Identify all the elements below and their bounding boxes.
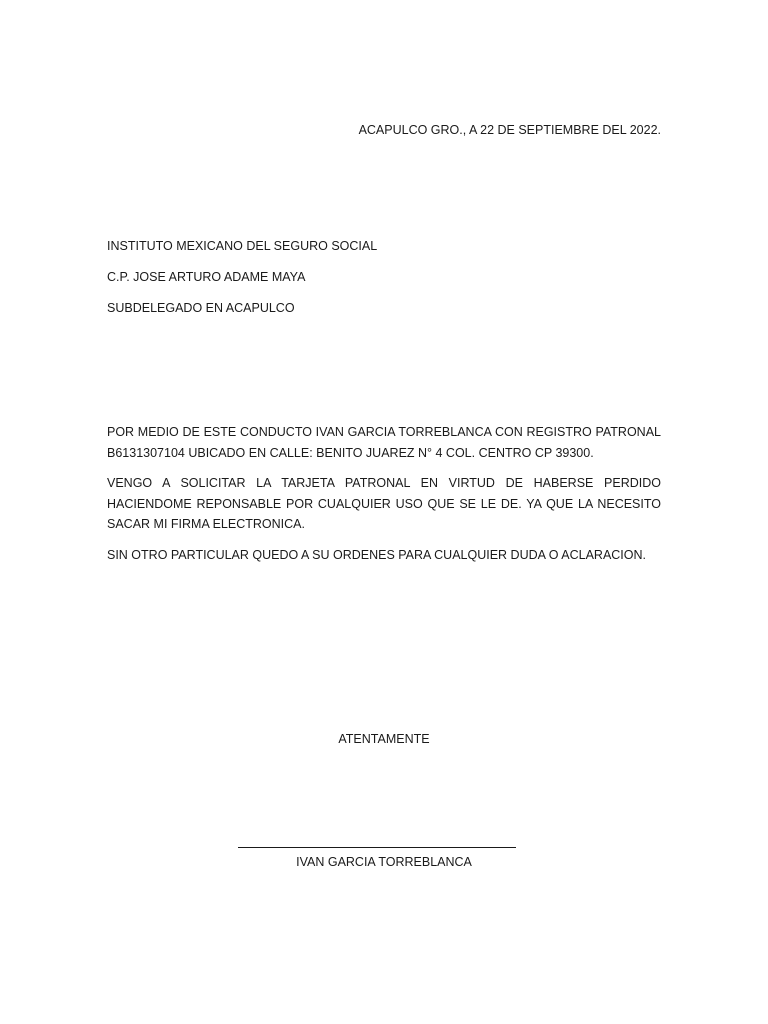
recipient-person: C.P. JOSE ARTURO ADAME MAYA <box>107 270 306 284</box>
closing-salutation: ATENTAMENTE <box>338 732 430 746</box>
body-paragraph-2: VENGO A SOLICITAR LA TARJETA PATRONAL EN VIRTUD DE HABERSE PERDIDO HACIENDOME REPONSABLE POR CUALQUIER USO QUE SE LE DE. YA QUE LA NECESITO SACAR MI FIRMA ELECTRONICA. <box>107 476 661 531</box>
letter-body <box>107 422 661 575</box>
recipient-institution: INSTITUTO MEXICANO DEL SEGURO SOCIAL <box>107 239 378 253</box>
body-paragraph-3: SIN OTRO PARTICULAR QUEDO A SU ORDENES PARA CUALQUIER DUDA O ACLARACION. <box>107 547 647 562</box>
recipient-block <box>107 237 377 330</box>
body-paragraph-1: POR MEDIO DE ESTE CONDUCTO IVAN GARCIA TORREBLANCA CON REGISTRO PATRONAL B6131307104 UBICADO EN CALLE: BENITO JUAREZ N° 4 COL. CENTRO CP 39300. <box>107 425 661 460</box>
date-line: ACAPULCO GRO., A 22 DE SEPTIEMBRE DEL 2022. <box>358 123 661 137</box>
recipient-title: SUBDELEGADO EN ACAPULCO <box>107 301 295 315</box>
signer-name: IVAN GARCIA TORREBLANCA <box>296 855 472 869</box>
signature-line <box>238 847 516 848</box>
